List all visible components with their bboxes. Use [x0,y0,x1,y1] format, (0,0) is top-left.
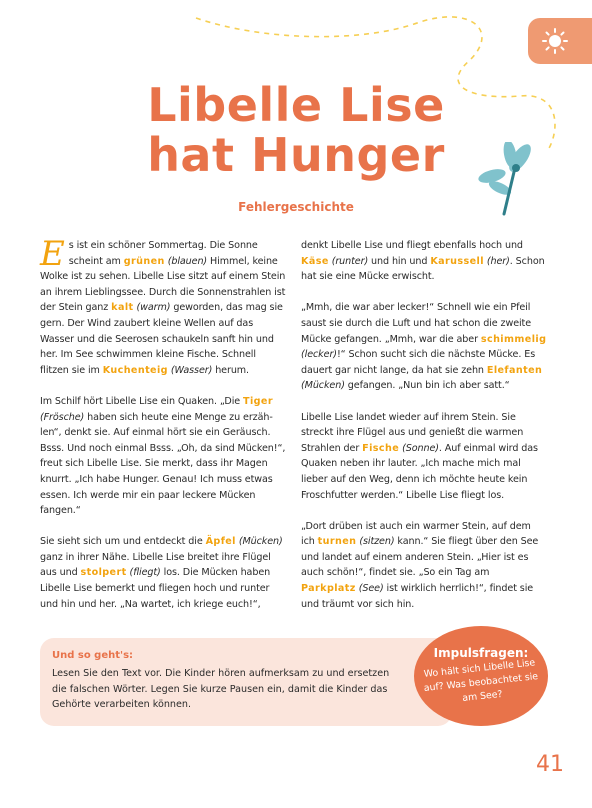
instructions-box [40,638,452,726]
correct-word: (Wasser) [170,364,213,376]
story-text: s ist ein schöner Sommertag. Die Sonne scheint am [68,240,258,267]
correct-word: (Mücken) [301,380,345,392]
story-paragraph [40,534,286,612]
story-paragraph [40,234,286,378]
correct-word: (blauen) [167,255,208,267]
correct-word: (her) [486,255,510,267]
instructions-text: Lesen Sie den Text vor. Die Kinder hören aufmerksam zu und ersetzen die falschen Wörter. Legen Sie kurze Pausen ein, damit die Kinder das Gehörte verarbeiten können. [52,668,390,711]
story-paragraph [40,394,286,519]
story-text: „Dort drüben ist auch ein warmer Stein, auf dem ich [301,520,531,548]
correct-word: (warm) [136,302,171,314]
correct-word: (Frösche) [40,411,85,423]
wrong-word: schimmelig [480,333,547,345]
story-text: !“ Schon sucht sich die nächste Mücke. Es dauert gar nicht lange, da hat sie zehn [301,349,536,376]
page-title [0,80,592,180]
correct-word: (sitzen) [359,536,395,548]
story-paragraph [301,238,547,285]
wrong-word: Elefanten [486,364,543,376]
wrong-word: grünen [123,255,165,267]
impulse-title: Impulsfragen: [433,646,529,660]
story-text: Libelle Lise landet wieder auf ihrem Stein. Sie streckt ihre Flügel aus und genießt die warmen Strahlen der [301,411,524,454]
story-column-left [40,234,286,628]
title-line-2: hat Hunger [147,128,445,182]
story-text: gefangen. „Nun bin ich aber satt.“ [344,380,510,392]
wrong-word: Kuchenteig [102,364,168,376]
story-text: ganz in ihrer Nähe. Libelle Lise breitet ihre Flügel aus und [40,551,271,579]
impulse-text: Wo hält sich Libelle Lise auf? Was beobachtet sie am See? [423,657,539,705]
story-text: „Mmh, die war aber lecker!“ Schnell wie ein Pfeil saust sie durch die Luft und hat schon die zweite Mücke gefangen. „Mmh, war die aber [301,302,532,345]
story-paragraph [301,519,547,613]
impulse-questions-bubble [414,626,548,726]
instructions-title: Und so geht's: [52,650,134,661]
story-text: haben sich heute eine Menge zu erzählen“, denkt sie. Auf einmal hört sie ein Geräusch. Bsss. Und noch einmal Bsss. „Oh, da sind Mücken!“, freut sich Libelle Lise. Sie merkt, dass ihr Magen knurrt. „Ich habe Hunger. Genau! Ich muss etwas essen. Ich werde mir ein paar leckere Mücken fangen.“ [40,411,286,517]
wrong-word: Parkplatz [301,583,356,595]
subtitle: Fehlergeschichte [238,200,354,214]
story-text: . Schon hat sie eine Mücke erwischt. [301,255,545,283]
wrong-word: Fische [362,442,400,454]
story-text: Im Schilf hört Libelle Lise ein Quaken. „Die [40,395,244,407]
story-text: denkt Libelle Lise und fliegt ebenfalls hoch und [301,240,523,251]
story-text: Himmel, keine Wolke ist zu sehen. Libelle Lise sitzt auf einem Stein an ihrem Lieblingssee. Durch die Sonnenstrahlen ist der Stein ganz [40,255,286,314]
correct-word: (Sonne) [402,442,439,454]
wrong-word: Äpfel [205,536,236,548]
wrong-word: Karussell [430,255,484,267]
corner-tab [528,18,592,64]
wrong-word: Käse [301,255,329,267]
story-text: herum. [212,364,250,376]
story-text: kann.“ Sie fliegt über den See und landet auf einem anderen Stein. „Hier ist es auch schön!“, findet sie. „So ein Tag am [301,536,539,579]
story-paragraph [301,410,547,504]
correct-word: (runter) [331,255,369,267]
wrong-word: stolpert [80,567,127,579]
story-text: los. Die Mücken haben Libelle Lise bemerkt und fliegen hoch und runter und hin und her. „Na wartet, ich kriege euch!“, [40,567,271,610]
sun-icon [542,28,568,54]
correct-word: (fliegt) [129,567,161,579]
story-text: Sie sieht sich um und entdeckt die [40,536,206,548]
correct-word: (Mücken) [238,536,283,548]
story-paragraph [301,300,547,394]
title-line-1: Libelle Lise [147,78,445,132]
wrong-word: turnen [317,536,357,548]
correct-word: (lecker) [301,349,337,361]
wrong-word: kalt [111,302,134,314]
story-text: . Auf einmal wird das Quaken neben ihr lauter. „Ich mache mich mal lieber auf den Weg, denn ich möchte heute kein Froschfutter werden.“ Libelle Lise fliegt los. [301,442,538,501]
page-number: 41 [536,752,564,777]
correct-word: (See) [358,583,384,595]
story-text: geworden, das mag sie gern. Der Wind zaubert kleine Wellen auf das Wasser und die Seerosen schaukeln sanft hin und her. Im See schwimmen kleine Fische. Schnell flitzen sie im [40,302,283,376]
story-text: ist wirklich herrlich!“, findet sie und träumt vor sich hin. [301,583,534,610]
wrong-word: Tiger [243,395,273,407]
drop-cap: E [40,234,65,274]
story-text: und hin und [368,255,431,267]
story-column-right [301,238,547,628]
